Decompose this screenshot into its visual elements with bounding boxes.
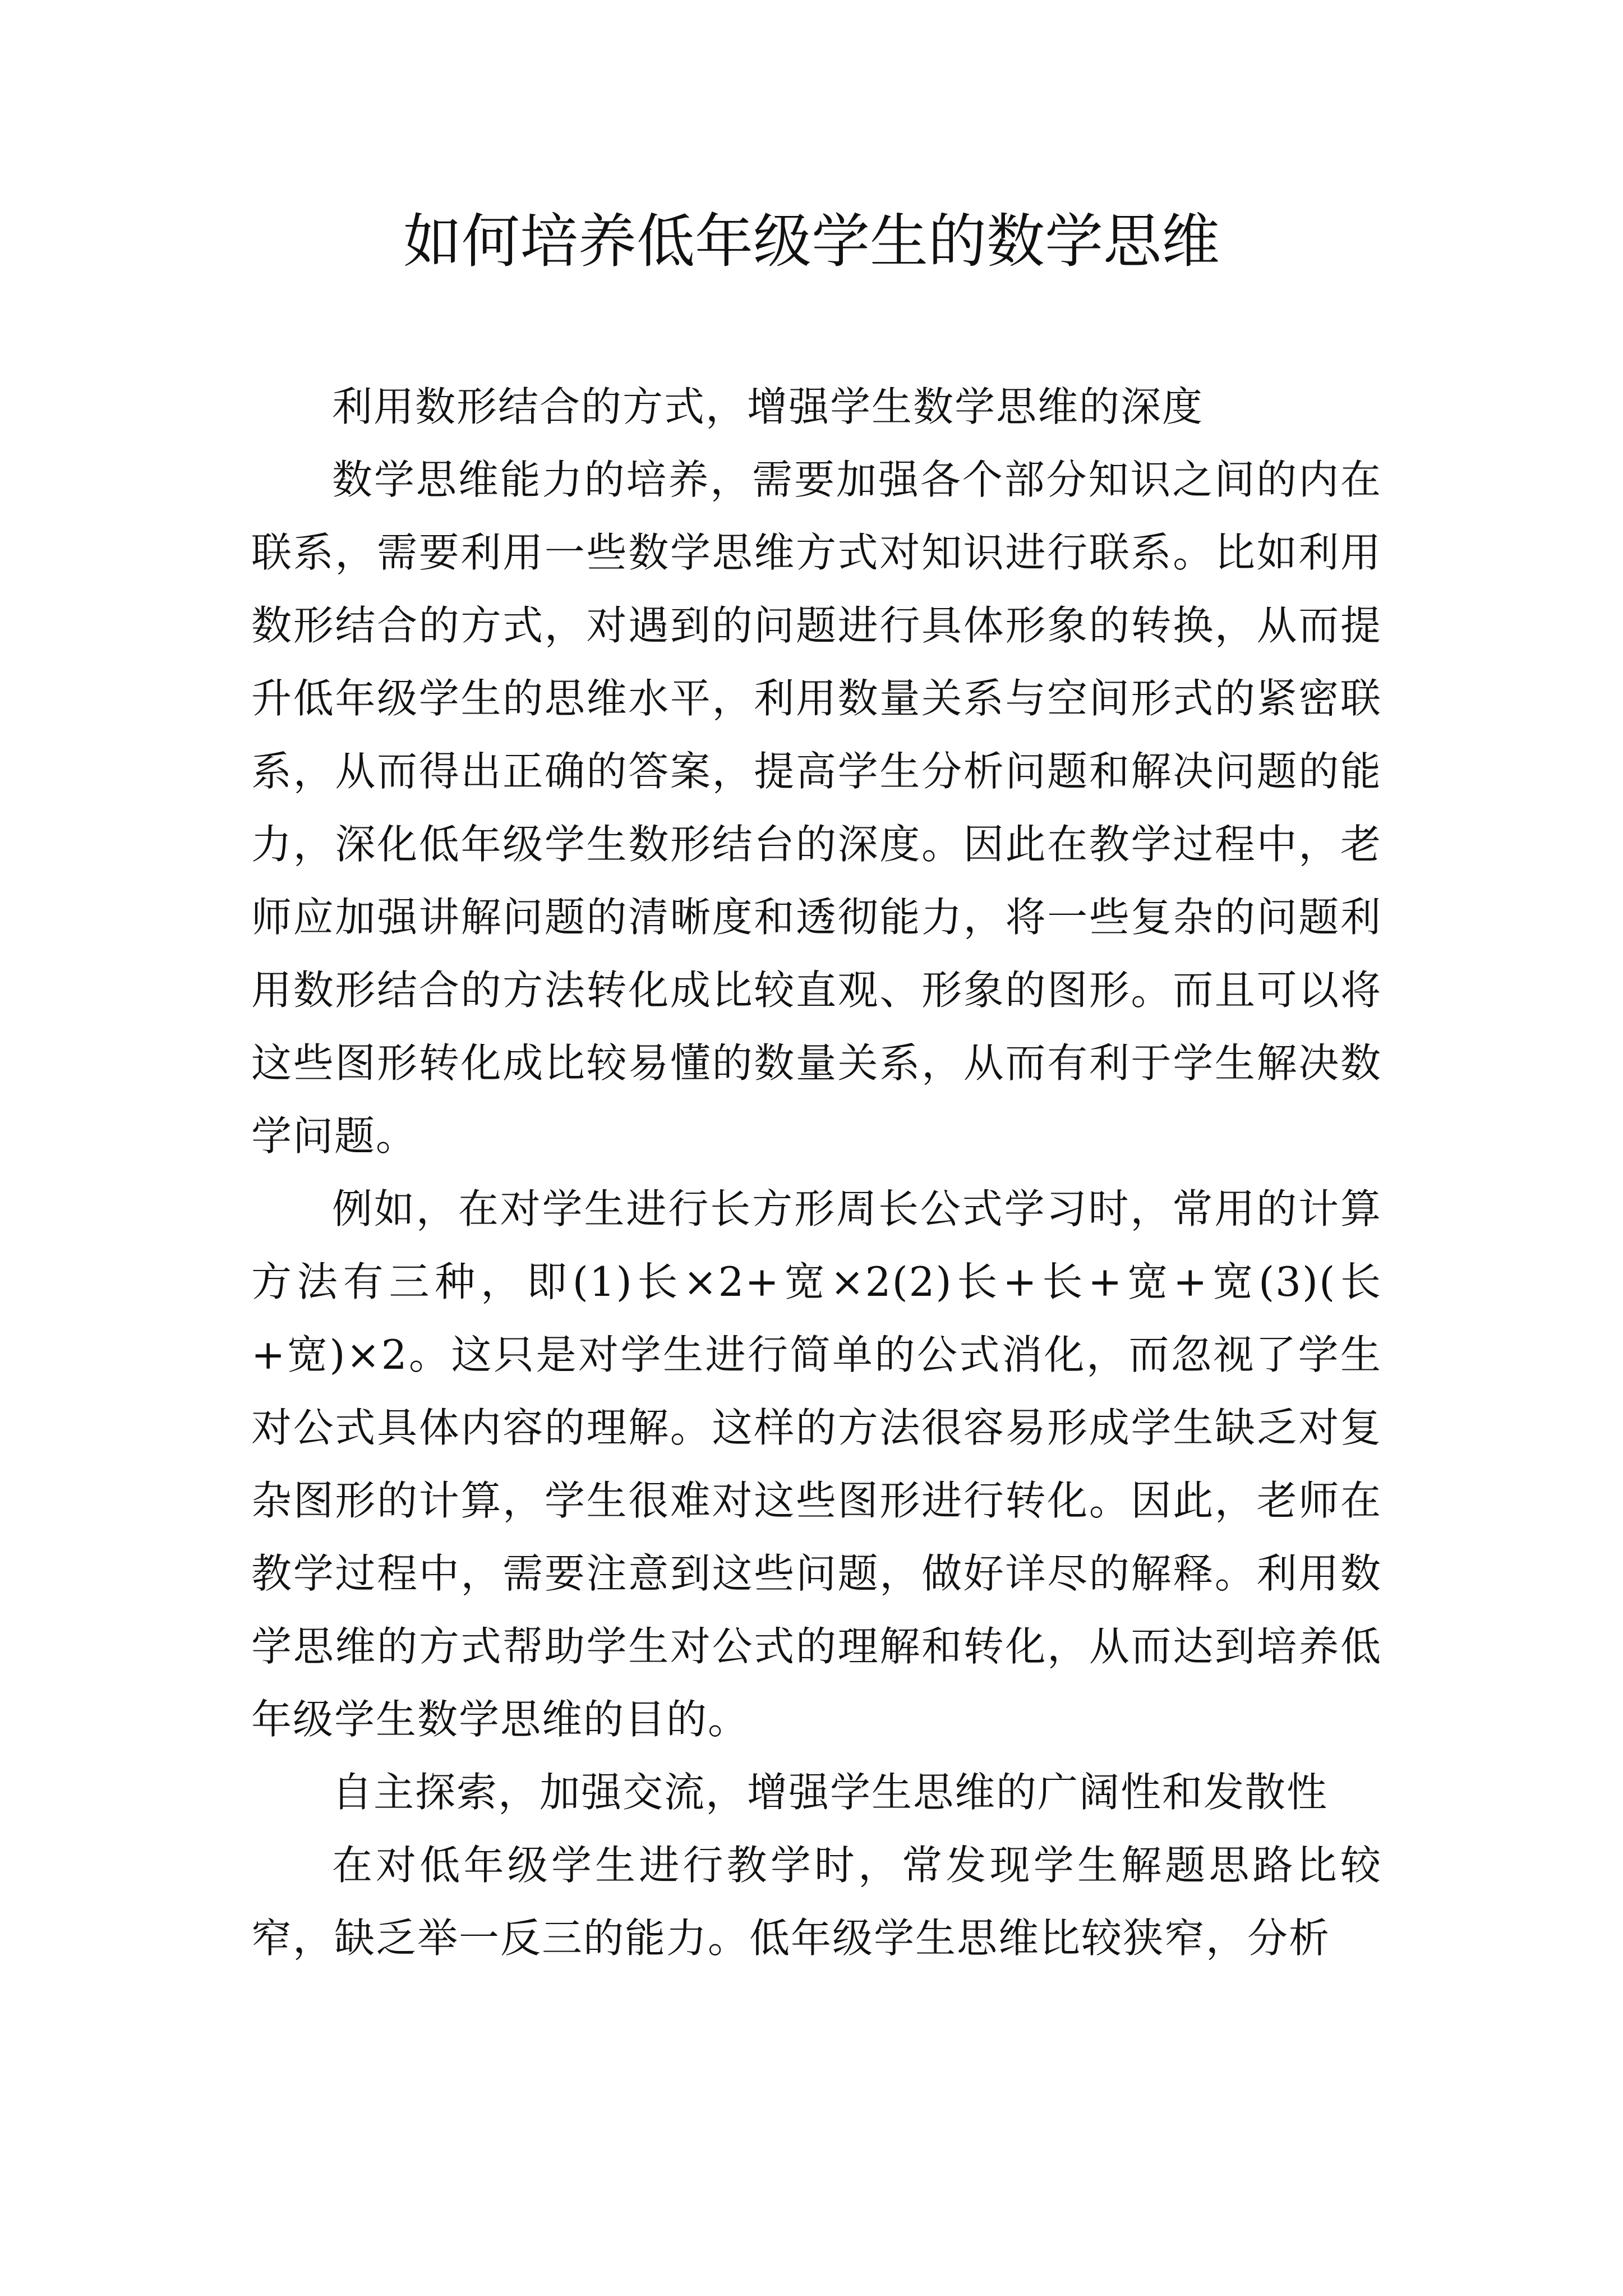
paragraph: 数学思维能力的培养，需要加强各个部分知识之间的内在联系，需要利用一些数学思维方式对知识进行联系。比如利用数形结合的方式，对遇到的问题进行具体形象的转换，从而提升低年级学生的思维水平，利用数量关系与空间形式的紧密联系，从而得出正确的答案，提高学生分析问题和解决问题的能力，深化低年级学生数形结台的深度。因此在教学过程中，老师应加强讲解问题的清晰度和透彻能力，将一些复杂的问题利用数形结合的方法转化成比较直观、形象的图形。而且可以将这些图形转化成比较易懂的数量关系，从而有利于学生解决数学问题。: [251, 456, 1382, 1159]
paragraph-heading-2: 自主探索，加强交流，增强学生思维的广阔性和发散性: [332, 1769, 1329, 1816]
paragraph: 例如，在对学生进行长方形周长公式学习时，常用的计算方法有三种，即(1)长×2+宽×2(2)长+长+宽+宽(3)(长+宽)×2。这只是对学生进行简单的公式消化，而忽视了学生对公式具体内容的理解。这样的方法很容易形成学生缺乏对复杂图形的计算，学生很难对这些图形进行转化。因此，老师在教学过程中，需要注意到这些问题，做好详尽的解释。利用数学思维的方式帮助学生对公式的理解和转化，从而达到培养低年级学生数学思维的目的。: [251, 1185, 1382, 1743]
paragraph-heading-1: 利用数形结合的方式，增强学生数学思维的深度: [332, 383, 1204, 430]
paragraph: 在对低年级学生进行教学时，常发现学生解题思路比较窄，缺乏举一反三的能力。低年级学生思维比较狭窄，分析: [251, 1842, 1382, 1962]
document-body: [251, 370, 1382, 1975]
document-title: 如何培养低年级学生的数学思维: [403, 207, 1220, 275]
